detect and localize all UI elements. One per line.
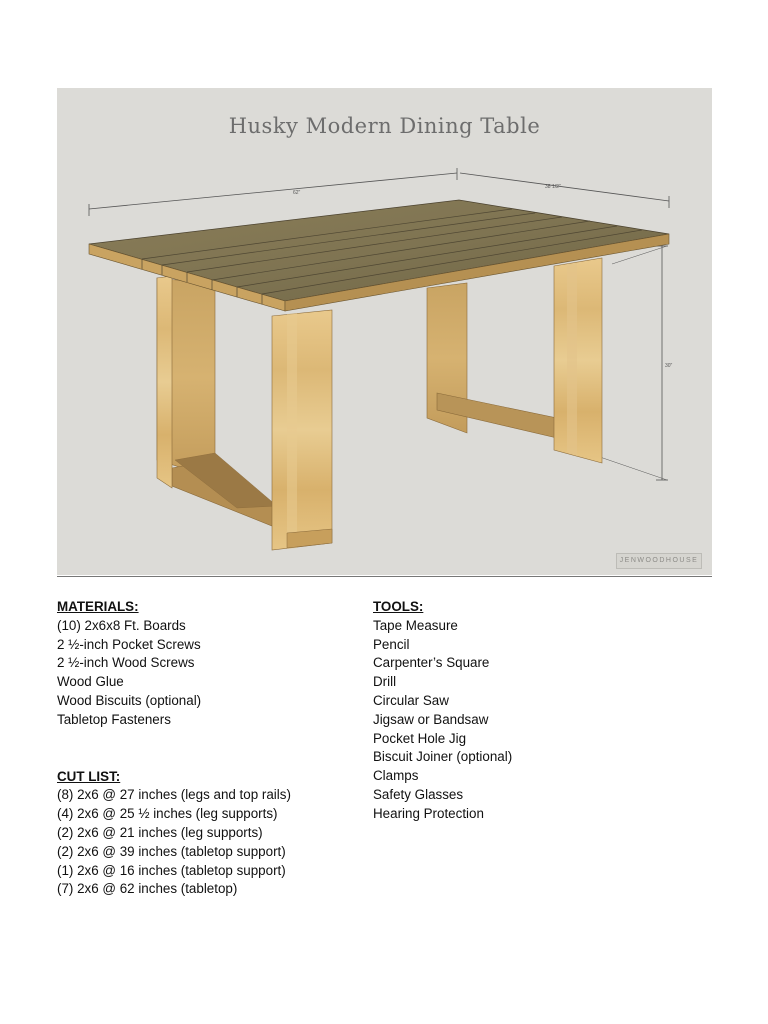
right-column <box>373 598 512 824</box>
tools-item: Pocket Hole Jig <box>373 730 467 746</box>
tools-item: Pencil <box>373 636 410 652</box>
materials-item: Wood Biscuits (optional) <box>57 692 202 708</box>
tools-item: Carpenter’s Square <box>373 655 490 671</box>
cut-list-item: (1) 2x6 @ 16 inches (tabletop support) <box>57 862 286 878</box>
tools-item: Clamps <box>373 768 419 784</box>
materials-item: Tabletop Fasteners <box>57 711 171 727</box>
height-dimension: 30" <box>665 363 673 369</box>
far-leg <box>427 258 602 463</box>
table-drawing <box>57 88 712 575</box>
cut-list-item: (4) 2x6 @ 25 ½ inches (leg supports) <box>57 806 278 822</box>
tools-item: Drill <box>373 674 397 690</box>
tools-item: Jigsaw or Bandsaw <box>373 711 489 727</box>
tools-item: Biscuit Joiner (optional) <box>373 749 513 765</box>
cut-list-item: (7) 2x6 @ 62 inches (tabletop) <box>57 881 238 897</box>
tools-item: Hearing Protection <box>373 805 484 821</box>
width-dimension: 38 1/2" <box>545 184 561 190</box>
table-illustration <box>57 88 712 575</box>
length-dimension: 62" <box>293 190 301 196</box>
materials-item: 2 ½-inch Wood Screws <box>57 655 195 671</box>
materials-item: (10) 2x6x8 Ft. Boards <box>57 617 186 633</box>
cut-list-heading: CUT LIST: <box>57 768 121 784</box>
left-column <box>57 598 291 899</box>
materials-item: Wood Glue <box>57 674 124 690</box>
cut-list-item: (2) 2x6 @ 39 inches (tabletop support) <box>57 843 286 859</box>
cut-list-item: (8) 2x6 @ 27 inches (legs and top rails) <box>57 787 291 803</box>
near-leg <box>157 276 332 550</box>
figure-title: Husky Modern Dining Table <box>228 114 541 138</box>
tools-item: Circular Saw <box>373 692 449 708</box>
tools-item: Tape Measure <box>373 617 458 633</box>
cut-list-item: (2) 2x6 @ 21 inches (leg supports) <box>57 824 263 840</box>
tools-heading: TOOLS: <box>373 599 424 614</box>
materials-item: 2 ½-inch Pocket Screws <box>57 636 201 652</box>
materials-heading: MATERIALS: <box>57 599 139 614</box>
divider <box>57 576 712 577</box>
tools-item: Safety Glasses <box>373 786 464 802</box>
watermark-logo: JENWOODHOUSE <box>616 553 702 569</box>
